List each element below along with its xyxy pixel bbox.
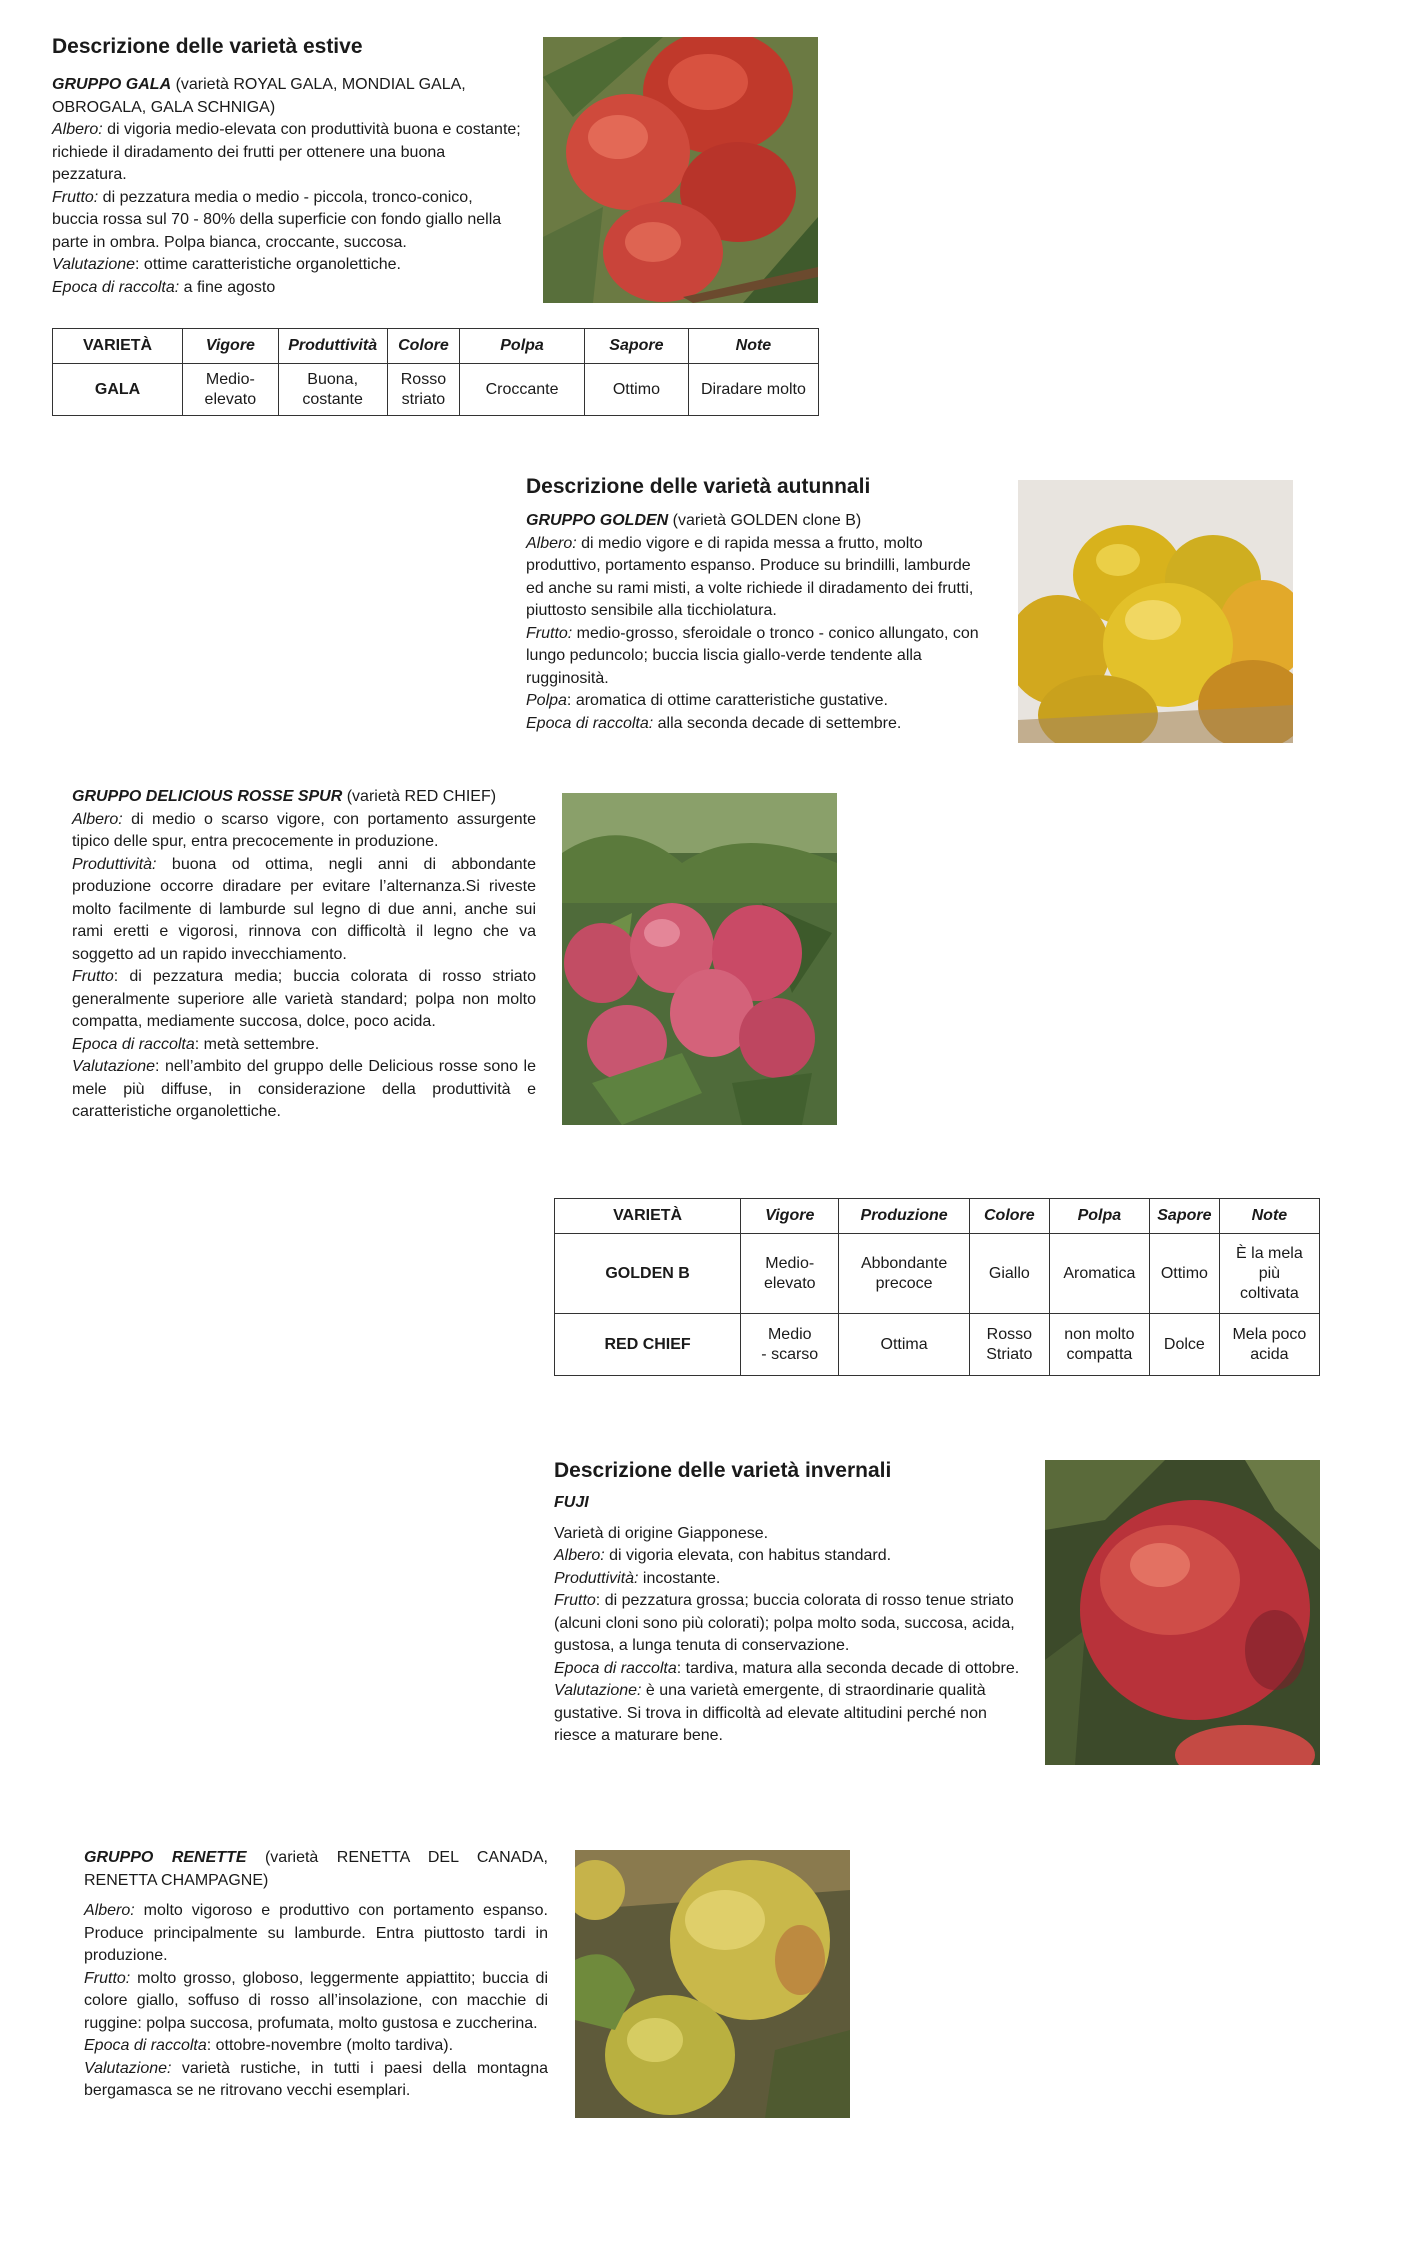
col-note: Note xyxy=(1219,1199,1319,1234)
para-label: Epoca di raccolta xyxy=(554,1659,677,1677)
para-label: Albero: xyxy=(84,1902,135,1919)
para-text: molto vigoroso e produttivo con portamento espanso. Produce principalmente su lamburde. Entra piuttosto tardi in produzione. xyxy=(84,1902,548,1964)
renette-para xyxy=(84,1968,548,2036)
col-colore: Colore xyxy=(969,1199,1049,1234)
table-cell: Mela poco acida xyxy=(1219,1314,1319,1376)
table-header-row xyxy=(53,329,819,364)
delicious-section xyxy=(72,786,536,1124)
table-cell: Medio - scarso xyxy=(741,1314,839,1376)
para-text: di medio vigore e di rapida messa a frutto, molto produttivo, portamento espanso. Produce su brindilli, lamburde ed anche su rami misti, a volte richiede il diradamento dei frutti, piuttosto sensibile alla ticchiolatura. xyxy=(526,534,974,619)
gala-table xyxy=(52,328,819,416)
golden-redchief-table xyxy=(554,1198,1320,1376)
gala-group xyxy=(52,74,522,119)
col-vigore: Vigore xyxy=(741,1199,839,1234)
para-label: Albero: xyxy=(72,810,123,828)
para-label: Valutazione: xyxy=(554,1682,642,1699)
col-vigore: Vigore xyxy=(183,329,278,364)
para-label: Produttività: xyxy=(554,1569,639,1587)
summer-heading: Descrizione delle varietà estive xyxy=(52,35,363,58)
para-label: Albero: xyxy=(52,121,103,138)
red-chief-apples-on-tree-icon xyxy=(562,793,837,1125)
delicious-para xyxy=(72,1034,536,1057)
table-header-row xyxy=(555,1199,1320,1234)
table-row xyxy=(555,1234,1320,1314)
delicious-text xyxy=(72,786,536,1124)
col-colore: Colore xyxy=(387,329,459,364)
renette-apples-on-branch-icon xyxy=(575,1850,850,2118)
table-cell: Medio- elevato xyxy=(741,1234,839,1314)
para-label: Frutto xyxy=(72,968,114,985)
para-label: Produttività: xyxy=(72,855,157,873)
table-cell: Aromatica xyxy=(1049,1234,1149,1314)
para-text: medio-grosso, sferoidale o tronco - conico allungato, con lungo peduncolo; buccia liscia giallo-verde tendente alla rugginosità. xyxy=(526,624,979,687)
fuji-para xyxy=(554,1545,1022,1568)
para-label: Albero: xyxy=(554,1547,605,1564)
winter-heading: Descrizione delle varietà invernali xyxy=(554,1459,892,1482)
table-cell: non molto compatta xyxy=(1049,1314,1149,1376)
golden-apples-photo xyxy=(1018,480,1293,743)
table-cell: Abbondante precoce xyxy=(839,1234,970,1314)
fuji-para xyxy=(554,1658,1022,1681)
gala-apples-photo xyxy=(543,37,818,303)
renette-group-varieties: (varietà RENETTA DEL CANADA, RENETTA CHAMPAGNE) xyxy=(84,1849,549,1889)
golden-para xyxy=(526,623,992,691)
col-produzione: Produzione xyxy=(839,1199,970,1234)
para-text: : di pezzatura grossa; buccia colorata di rosso tenue striato (alcuni cloni sono più colorati); polpa molto soda, succosa, acida, gustosa, a lunga tenuta di conservazione. xyxy=(554,1592,1015,1654)
renette-section xyxy=(84,1847,548,2103)
table-row xyxy=(555,1314,1320,1376)
table-cell: Medio- elevato xyxy=(183,364,278,416)
golden-para xyxy=(526,533,992,623)
para-label: Frutto: xyxy=(52,188,99,206)
fuji-para xyxy=(554,1590,1022,1658)
fuji-para xyxy=(554,1568,1022,1591)
gala-para xyxy=(52,277,522,300)
para-text: incostante. xyxy=(638,1569,721,1587)
para-label: Valutazione: xyxy=(84,2059,172,2077)
fuji-apple-photo xyxy=(1045,1460,1320,1765)
golden-group-varieties: (varietà GOLDEN clone B) xyxy=(668,512,862,529)
para-text: a fine agosto xyxy=(179,278,276,296)
golden-group-name: GRUPPO GOLDEN xyxy=(526,512,669,529)
para-text: : tardiva, matura alla seconda decade di ottobre. xyxy=(676,1659,1020,1677)
col-varieta: VARIETÀ xyxy=(53,329,183,364)
para-text: : di pezzatura media; buccia colorata di rosso striato generalmente superiore alle varietà standard; polpa non molto compatta, mediamente succosa, dolce, poco acida. xyxy=(72,968,536,1030)
gala-para xyxy=(52,187,522,255)
renette-group xyxy=(84,1847,548,1892)
table-cell: Rosso striato xyxy=(387,364,459,416)
col-sapore: Sapore xyxy=(1149,1199,1219,1234)
delicious-group-varieties: (varietà RED CHIEF) xyxy=(342,788,497,805)
para-text: di pezzatura media o medio - piccola, tronco-conico, buccia rossa sul 70 - 80% della superficie con fondo giallo nella parte in ombra. Polpa bianca, croccante, succosa. xyxy=(52,188,502,251)
table-cell: Ottimo xyxy=(584,364,688,416)
table-row xyxy=(53,364,819,416)
col-polpa: Polpa xyxy=(1049,1199,1149,1234)
para-text: : ottime caratteristiche organolettiche. xyxy=(135,256,401,273)
fuji-apple-closeup-icon xyxy=(1045,1460,1320,1765)
para-label: Epoca di raccolta: xyxy=(526,714,654,732)
delicious-para xyxy=(72,854,536,967)
delicious-para xyxy=(72,1056,536,1124)
delicious-group xyxy=(72,786,536,809)
gala-para xyxy=(52,119,522,187)
para-label: Valutazione xyxy=(72,1058,156,1075)
para-text: : aromatica di ottime caratteristiche gustative. xyxy=(566,692,888,709)
renette-group-name: GRUPPO RENETTE xyxy=(84,1849,247,1866)
para-text: molto grosso, globoso, leggermente appiattito; buccia di colore giallo, soffuso di rosso all’insolazione, con macchie di ruggine: polpa succosa, profumata, molto gustosa e zuccherina. xyxy=(84,1969,548,2032)
para-label: Epoca di raccolta: xyxy=(52,278,180,296)
para-label: Albero: xyxy=(526,534,577,552)
col-produttivita: Produttività xyxy=(278,329,387,364)
para-text: : ottobre-novembre (molto tardiva). xyxy=(206,2037,454,2054)
renette-text xyxy=(84,1847,548,2103)
gala-group-varieties: (varietà ROYAL GALA, MONDIAL GALA, OBROGALA, GALA SCHNIGA) xyxy=(52,76,466,116)
delicious-group-name: GRUPPO DELICIOUS ROSSE SPUR xyxy=(72,788,343,805)
para-label: Frutto xyxy=(554,1592,596,1609)
autumn-text xyxy=(526,510,992,735)
summer-text xyxy=(52,74,522,299)
para-text: varietà rustiche, in tutti i paesi della montagna bergamasca se ne ritrovano vecchi esemplari. xyxy=(84,2059,548,2099)
fuji-group xyxy=(554,1492,1022,1515)
red-chief-apples-photo xyxy=(562,793,837,1125)
col-note: Note xyxy=(688,329,818,364)
gala-para xyxy=(52,254,522,277)
para-text: alla seconda decade di settembre. xyxy=(653,714,902,732)
table-cell: Rosso Striato xyxy=(969,1314,1049,1376)
table-cell: Diradare molto xyxy=(688,364,818,416)
para-text: di medio o scarso vigore, con portamento assurgente tipico delle spur, entra precocemente in produzione. xyxy=(72,810,536,850)
para-label: Frutto: xyxy=(84,1969,131,1987)
para-text: : metà settembre. xyxy=(194,1035,320,1053)
para-text: : nell’ambito del gruppo delle Delicious rosse sono le mele più diffuse, in considerazione della produttività e caratteristiche organolettiche. xyxy=(72,1058,536,1120)
golden-para xyxy=(526,713,992,736)
summer-section xyxy=(52,34,522,299)
winter-section xyxy=(554,1458,1022,1748)
renette-para xyxy=(84,1900,548,1968)
delicious-para xyxy=(72,809,536,854)
table-cell: Croccante xyxy=(460,364,585,416)
table-cell: È la mela più coltivata xyxy=(1219,1234,1319,1314)
para-label: Valutazione xyxy=(52,256,136,273)
fuji-para xyxy=(554,1680,1022,1748)
para-text: buona od ottima, negli anni di abbondante produzione occorre diradare per evitare l’alternanza.Si riveste molto facilmente di lamburde sul legno di due anni, anche sui rami eretti e vigorosi, rinnova con difficoltà il legno che va soggetto ad un rapido invecchiamento. xyxy=(72,855,536,963)
delicious-para xyxy=(72,966,536,1034)
para-label: Epoca di raccolta xyxy=(84,2037,207,2054)
yellow-apples-pile-icon xyxy=(1018,480,1293,743)
red-apples-on-branch-icon xyxy=(543,37,818,303)
table-cell: Buona, costante xyxy=(278,364,387,416)
col-varieta: VARIETÀ xyxy=(555,1199,741,1234)
para-text: è una varietà emergente, di straordinarie qualità gustative. Si trova in difficoltà ad elevate altitudini perché non riesce a maturare bene. xyxy=(554,1682,987,1744)
para-text: di vigoria medio-elevata con produttività buona e costante; richiede il diradamento dei frutti per ottenere una buona pezzatura. xyxy=(52,121,521,183)
para-label: Epoca di raccolta xyxy=(72,1035,195,1053)
para-text: di vigoria elevata, con habitus standard. xyxy=(604,1547,892,1564)
winter-text xyxy=(554,1492,1022,1748)
golden-group xyxy=(526,510,992,533)
autumn-heading: Descrizione delle varietà autunnali xyxy=(526,475,871,498)
table-cell: GOLDEN B xyxy=(555,1234,741,1314)
autumn-section xyxy=(526,474,992,735)
renette-para xyxy=(84,2058,548,2103)
para-label: Frutto: xyxy=(526,624,573,642)
col-polpa: Polpa xyxy=(460,329,585,364)
fuji-group-name: FUJI xyxy=(554,1494,589,1511)
table-cell: Ottimo xyxy=(1149,1234,1219,1314)
table-cell: Dolce xyxy=(1149,1314,1219,1376)
gala-group-name: GRUPPO GALA xyxy=(52,76,172,93)
fuji-intro: Varietà di origine Giapponese. xyxy=(554,1524,769,1542)
golden-para xyxy=(526,690,992,713)
para-label: Polpa xyxy=(526,692,567,709)
renette-apples-photo xyxy=(575,1850,850,2118)
table-cell: GALA xyxy=(53,364,183,416)
renette-para xyxy=(84,2035,548,2058)
table-cell: Ottima xyxy=(839,1314,970,1376)
table-cell: RED CHIEF xyxy=(555,1314,741,1376)
col-sapore: Sapore xyxy=(584,329,688,364)
table-cell: Giallo xyxy=(969,1234,1049,1314)
